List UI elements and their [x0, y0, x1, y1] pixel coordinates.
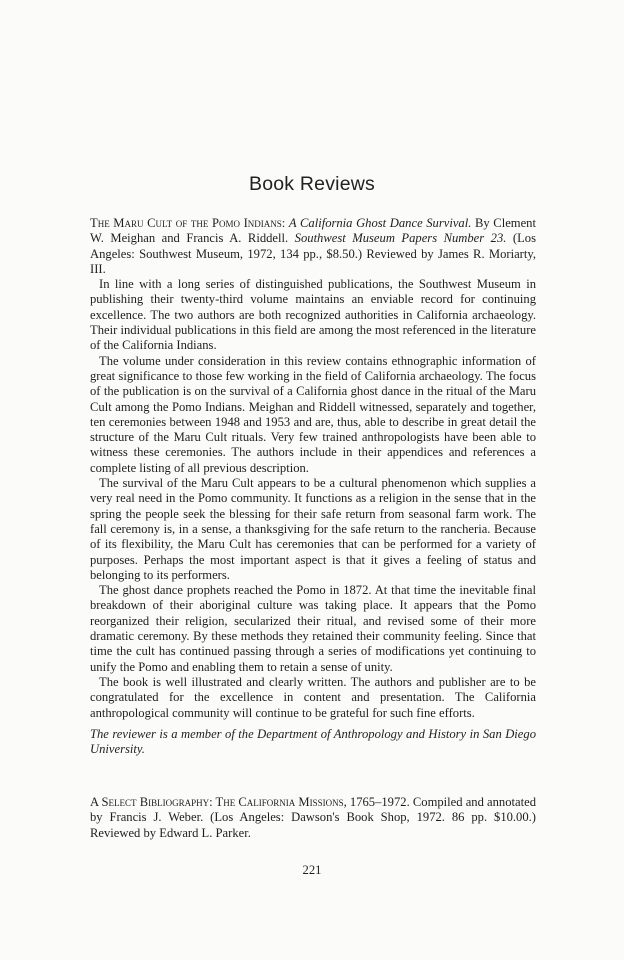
book-series: Southwest Museum Papers Number 23.	[294, 231, 507, 246]
book-details: Compiled and annotated by Francis J. Weber. (Los Angeles: Dawson's Book Shop, 1972. 86 pp. $10.00.) Reviewed by Edward L. Parker.	[90, 795, 536, 840]
review-paragraph: The volume under consideration in this review contains ethnographic information of great significance to those few working in the field of California archaeology. The focus of the publication is on the survival of a California ghost dance in the ritual of the Maru Cult among the Pomo Indians. Meighan and Riddell witnessed, separately and together, ten ceremonies between 1948 and 1953 and are, thus, able to describe in great detail the structure of the Maru Cult rituals. Very few trained anthropologists have been able to witness these ceremonies. The authors include in their appendices and references a complete listing of all previous description.	[90, 353, 536, 475]
section-title: Book Reviews	[249, 173, 375, 195]
review-heading	[90, 795, 536, 841]
book-title: A Select Bibliography: The California Missions, 1765–1972.	[90, 795, 410, 809]
book-authors: By Clement W. Meighan and Francis A. Riddell.	[90, 216, 536, 246]
page-number: 221	[302, 863, 322, 877]
book-reviewer: Reviewed by James R. Moriarty, III.	[90, 246, 536, 276]
review-paragraph: The book is well illustrated and clearly written. The authors and publisher are to be congratulated for the excellence in content and presentation. The California anthropological community will continue to be grateful for such fine efforts.	[90, 674, 536, 720]
book-title: The Maru Cult of the Pomo Indians:	[90, 216, 286, 230]
review-second	[90, 795, 536, 841]
review-first	[90, 216, 536, 757]
review-paragraph: In line with a long series of distinguished publications, the Southwest Museum in publishing their twenty-third volume maintains an enviable record for continuing excellence. The two authors are both recognized authorities in California archaeology. Their individual publications in this field are among the most referenced in the literature of the California Indians.	[90, 277, 536, 353]
review-paragraph: The ghost dance prophets reached the Pomo in 1872. At that time the inevitable final breakdown of their aboriginal culture was taking place. It appears that the Pomo reorganized their religion, secularized their ritual, and revised some of their more dramatic ceremony. By these methods they retained their community feeling. Since that time the cult has continued passing through a series of modifications yet continuing to unify the Pomo and enabling them to retain a sense of unity.	[90, 583, 536, 674]
reviewer-note: The reviewer is a member of the Department of Anthropology and History in San Diego University.	[90, 726, 536, 757]
book-subtitle: A California Ghost Dance Survival.	[288, 216, 472, 230]
review-paragraph: The survival of the Maru Cult appears to be a cultural phenomenon which supplies a very real need in the Pomo community. It functions as a religion in the sense that in the spring the people seek the blessing for their safe return from seasonal farm work. The fall ceremony is, in a sense, a thanksgiving for the safe return to the rancheria. Because of its flexibility, the Maru Cult has ceremonies that can be performed for a variety of purposes. Perhaps the most important aspect is that it gives a feeling of status and belonging to its performers.	[90, 476, 536, 582]
book-publication: (Los Angeles: Southwest Museum, 1972, 134 pp., $8.50.)	[90, 231, 536, 261]
review-heading	[90, 216, 536, 277]
